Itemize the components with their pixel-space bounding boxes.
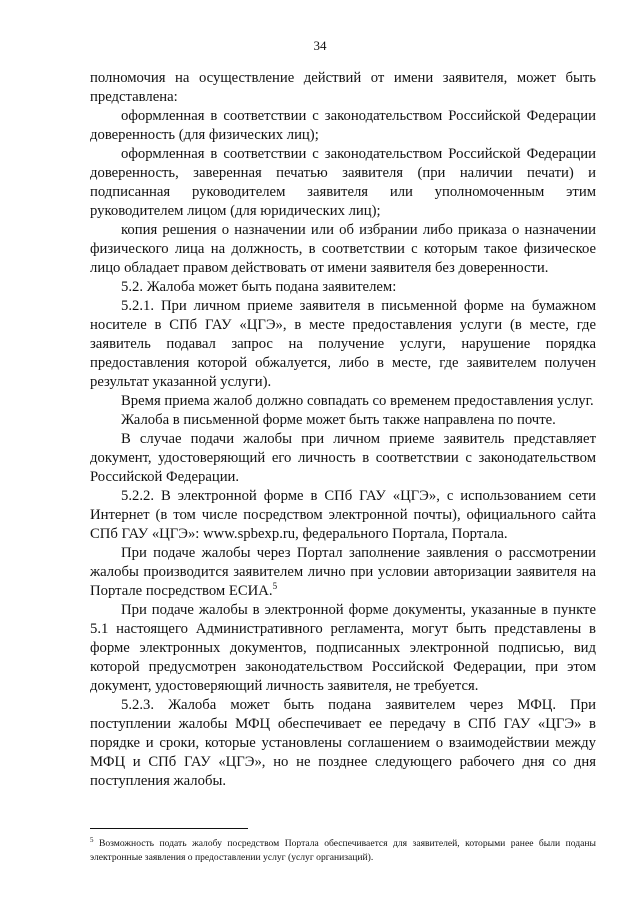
paragraph: оформленная в соответствии с законодательством Российской Федерации доверенность, заверенная печатью заявителя (при наличии печати) и подписанная руководителем заявителя или уполномоченным этим руководителем лицом (для юридических лиц);: [90, 146, 596, 219]
footnote: [90, 837, 596, 865]
footnote-marker: 5: [90, 836, 94, 844]
page-number: 34: [313, 38, 327, 53]
document-body: [90, 69, 596, 791]
paragraph: 5.2.3. Жалоба может быть подана заявителем через МФЦ. При поступлении жалобы МФЦ обеспечивает ее передачу в СПб ГАУ «ЦГЭ» в порядке и сроки, которые установлены соглашением о взаимодействии между МФЦ и СПб ГАУ «ЦГЭ», но не позднее следующего рабочего дня со дня поступления жалобы.: [90, 697, 596, 789]
paragraph: В случае подачи жалобы при личном приеме заявитель представляет документ, удостоверяющий его личность в соответствии с законодательством Российской Федерации.: [90, 431, 596, 485]
paragraph: 5.2.1. При личном приеме заявителя в письменной форме на бумажном носителе в СПб ГАУ «ЦГЭ», в месте предоставления услуги (в месте, где заявитель подавал запрос на получение услуги, нарушение порядка предоставления которой обжалуется, либо в месте, где заявителем получен результат указанной услуги).: [90, 298, 596, 390]
paragraph: копия решения о назначении или об избрании либо приказа о назначении физического лица на должность, в соответствии с которым такое физическое лицо обладает правом действовать от имени заявителя без доверенности.: [90, 222, 596, 276]
paragraph: оформленная в соответствии с законодательством Российской Федерации доверенность (для физических лиц);: [90, 108, 596, 143]
footnote-text: Возможность подать жалобу посредством Портала обеспечивается для заявителей, которыми ранее были поданы электронные заявления о предоставлении услуг (услуг организаций).: [90, 838, 596, 863]
paragraph: При подаче жалобы в электронной форме документы, указанные в пункте 5.1 настоящего Административного регламента, могут быть представлены в форме электронных документов, подписанных электронной подписью, вид которой предусмотрен законодательством Российской Федерации, при этом документ, удостоверяющий личность заявителя, не требуется.: [90, 602, 596, 694]
paragraph: полномочия на осуществление действий от имени заявителя, может быть представлена:: [90, 70, 596, 105]
footnote-divider: [90, 828, 248, 829]
paragraph: 5.2.2. В электронной форме в СПб ГАУ «ЦГЭ», с использованием сети Интернет (в том числе посредством электронной почты), официального сайта СПб ГАУ «ЦГЭ»: www.spbexp.ru, федерального Портала, Портала.: [90, 488, 596, 542]
footnote-reference: 5: [272, 581, 278, 591]
paragraph: Жалоба в письменной форме может быть также направлена по почте.: [121, 412, 556, 428]
paragraph-with-footnote: [90, 544, 596, 601]
section-heading-5-2: 5.2. Жалоба может быть подана заявителем:: [121, 279, 397, 295]
paragraph: Время приема жалоб должно совпадать со временем предоставления услуг.: [121, 393, 594, 409]
paragraph-text: При подаче жалобы через Портал заполнение заявления о рассмотрении жалобы производится заявителем лично при условии авторизации заявителя на Портале посредством ЕСИА.: [90, 545, 596, 599]
